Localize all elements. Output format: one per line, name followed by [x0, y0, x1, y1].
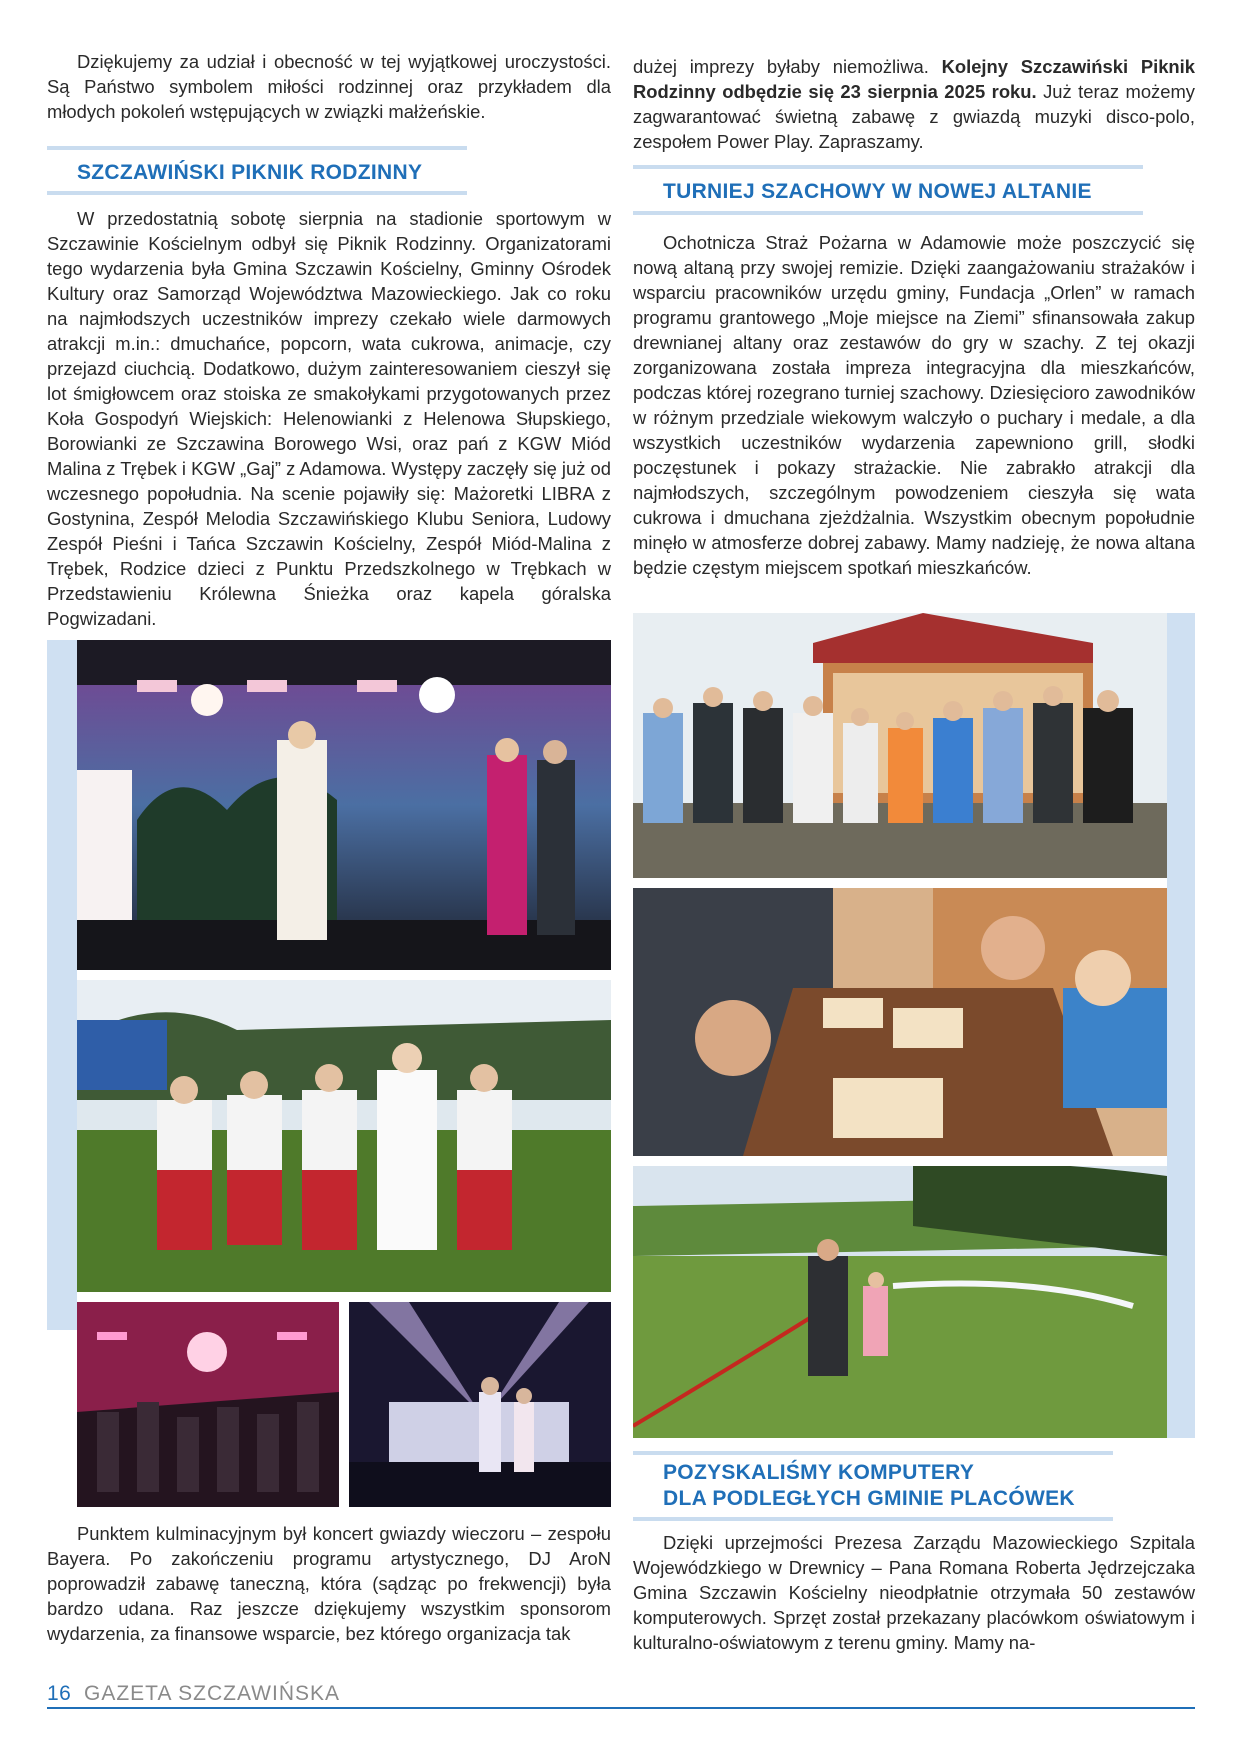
section2-heading: TURNIEJ SZACHOWY W NOWEJ ALTANIE	[663, 180, 1092, 203]
photo-firefighters-hose	[633, 1166, 1167, 1438]
intro-paragraph: Dziękujemy za udział i obecność w tej wyjątkowej uroczystości. Są Państwo symbolem miłości rodzinnej oraz przykładem dla młodych pokoleń wstępujących w związki małżeńskie.	[47, 51, 611, 122]
section1-rule-top	[47, 146, 467, 150]
photo-chess-participants	[633, 613, 1167, 878]
photo-folk-ensemble	[77, 980, 611, 1292]
section3-paragraph: Dzięki uprzejmości Prezesa Zarządu Mazowieckiego Szpitala Wojewódzkiego w Drewnicy – Pana Romana Roberta Jędrzejczaka Gmina Szczawin Kościelny nieodpłatnie otrzymała 50 zestawów komputerowych. Sprzęt został przekazany placówkom oświatowym i kulturalno-oświatowym z terenu gminy. Mamy na-	[633, 1532, 1195, 1653]
section3-heading-line1: POZYSKALIŚMY KOMPUTERY	[663, 1461, 975, 1484]
continuation-paragraph	[633, 54, 1195, 154]
section1-paragraph-2: Punktem kulminacyjnym był koncert gwiazdy wieczoru – zespołu Bayera. Po zakończeniu programu artystycznego, DJ AroN poprowadził zabawę taneczną, która (sądząc po frekwencji) była bardzo udana. Raz jeszcze dziękujemy wszystkim sponsorom wydarzenia, za finansowe wsparcie, bez którego organizacja tak	[47, 1523, 611, 1644]
photo-dance-floor	[77, 1302, 339, 1507]
section1-paragraph: W przedostatnią sobotę sierpnia na stadionie sportowym w Szczawinie Kościelnym odbył się Piknik Rodzinny. Organizatorami tego wydarzenia była Gmina Szczawin Kościelny, Gminny Ośrodek Kultury oraz Samorząd Województwa Mazowieckiego. Jak co roku na najmłodszych uczestników imprezy czekało wiele darmowych atrakcji m.in.: dmuchańce, popcorn, wata cukrowa, animacje, czy przejazd ciuchcią. Dodatkowo, dużym zainteresowaniem cieszył się lot śmigłowcem oraz stoiska ze smakołykami przygotowanych przez Koła Gospodyń Wiejskich: Helenowianki z Helenowa Słupskiego, Borowianki ze Szczawina Borowego Wsi, oraz pań z KGW Miód Malina z Trębek i KGW „Gaj” z Adamowa. Występy zaczęły się już od wczesnego popołudnia. Na scenie pojawiły się: Mażoretki LIBRA z Gostynina, Zespół Melodia Szczawińskiego Klubu Seniora, Ludowy Zespół Pieśni i Tańca Szczawin Kościelny, Zespół Miód-Malina z Trębek, Rodzice dzieci z Punktu Przedszkolnego w Trębkach w Przedstawieniu Królewna Śnieżka oraz kapela góralska Pogwizadani.	[47, 208, 612, 629]
section2-rule-bottom	[633, 211, 1143, 215]
section3-rule-bottom	[633, 1517, 1113, 1521]
continuation-plain: dużej imprezy byłaby niemożliwa.	[633, 56, 942, 77]
section1-heading: SZCZAWIŃSKI PIKNIK RODZINNY	[77, 161, 423, 184]
section2-paragraph: Ochotnicza Straż Pożarna w Adamowie może poszczycić się nową altaną przy swojej remizie. Dzięki zaangażowaniu strażaków i wsparciu pracowników urzędu gminy, Fundacja „Orlen” w ramach programu grantowego „Moje miejsce na Ziemi” sfinansowała zakup drewnianej altany oraz zestawów do gry w szachy. Z tej okazji zorganizowana została impreza integracyjna dla mieszkańców, podczas której rozegrano turniej szachowy. Dziesięcioro zawodników w różnym przedziale wiekowym walczyło o puchary i medale, a dla wszystkich uczestników wydarzenia zapewniono grill, słodki poczęstunek i pokazy strażackie. Nie zabrakło atrakcji dla najmłodszych, szczególnym powodzeniem cieszyła się wata cukrowa i dmuchana zjeżdżalnia. Wszystkim obecnym popołudnie minęło w atmosferze dobrej zabawy. Mamy nadzieję, że nowa altana będzie częstym miejscem spotkań mieszkańców.	[633, 232, 1195, 578]
continuation-end: Już teraz możemy zagwarantować świetną zabawę z gwiazdą muzyki disco-polo, zespołem Power Play. Zapraszamy.	[633, 81, 1195, 152]
photo-frame-left	[47, 640, 77, 1330]
photo-concert-stage	[349, 1302, 611, 1507]
photo-stage-speech	[77, 640, 611, 970]
photo-chess-game	[633, 888, 1167, 1156]
publication-title: GAZETA SZCZAWIŃSKA	[84, 1682, 341, 1705]
footer-rule	[47, 1707, 1195, 1709]
page-number: 16	[47, 1682, 72, 1705]
photo-frame-right	[1167, 613, 1195, 1438]
section1-rule-bottom	[47, 191, 467, 195]
section2-rule-top	[633, 165, 1143, 169]
section3-rule-top	[633, 1451, 1113, 1455]
section3-heading-line2: DLA PODLEGŁYCH GMINIE PLACÓWEK	[663, 1487, 1075, 1510]
continuation-bold: Kolejny Szczawiński Piknik Rodzinny odbędzie się 23 sierpnia 2025 roku.	[633, 56, 1195, 102]
